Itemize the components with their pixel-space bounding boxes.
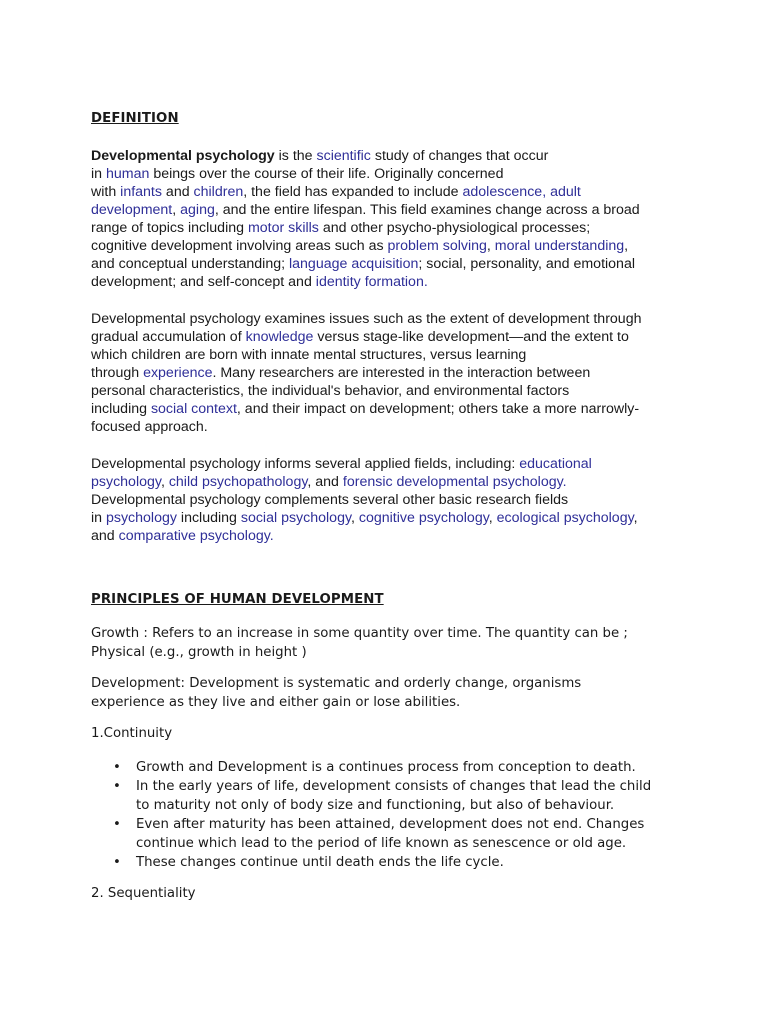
text-run: in (91, 166, 106, 182)
list-item (113, 815, 683, 853)
hyperlink[interactable]: adolescence (462, 184, 543, 200)
text-run: is the (274, 148, 317, 164)
text-run: Developmental psychology informs several applied fields, including: (91, 456, 520, 472)
text-run: with (91, 184, 121, 200)
definition-paragraph-2 (91, 310, 683, 436)
hyperlink[interactable]: psychology (105, 510, 177, 526)
hyperlink[interactable]: motor skills (247, 220, 319, 236)
text-run: ; social, personality, and emotional (418, 256, 635, 272)
hyperlink[interactable]: forensic developmental psychology (342, 474, 563, 490)
hyperlink[interactable]: knowledge (245, 329, 314, 345)
hyperlink[interactable]: infants (120, 184, 162, 200)
text-run: which children are born with innate mental structures, versus learning (91, 347, 527, 363)
text-run: beings over the course of their life. Originally concerned (149, 166, 504, 182)
text-run: , (351, 510, 359, 526)
development-definition: Development: Development is systematic and orderly change, organisms experience as they live and either gain or lose abilities. (91, 676, 582, 710)
text-run: , and the entire lifespan. This field examines change across a broad (214, 202, 640, 218)
text-run: Developmental psychology examines issues such as the extent of development through (91, 311, 642, 327)
bullet-icon: • (113, 779, 121, 794)
list-item-text: Growth and Development is a continues process from conception to death. (136, 760, 636, 775)
bullet-icon: • (113, 855, 121, 870)
list-item-text: Even after maturity has been attained, development does not end. Changes continue which lead to the period of life known as senescence or old age. (136, 817, 645, 851)
text-run: including (91, 401, 151, 417)
list-item (113, 758, 683, 777)
bullet-icon: • (113, 817, 121, 832)
hyperlink[interactable]: social psychology (240, 510, 351, 526)
list-item (113, 853, 683, 872)
hyperlink[interactable]: educational (519, 456, 592, 472)
list-item-text: In the early years of life, development consists of changes that lead the child to maturity not only of body size and functioning, but also of behaviour. (136, 779, 652, 813)
text-run: , and (307, 474, 343, 490)
document-body (91, 110, 683, 903)
text-run: and other psycho-physiological processes; (318, 220, 591, 236)
text-run: versus stage-like development—and the extent to (313, 329, 629, 345)
hyperlink[interactable]: comparative psychology (118, 528, 270, 544)
text-run: , (624, 238, 629, 254)
text-run: including (176, 510, 241, 526)
text-run: in (91, 510, 106, 526)
bold-term: Developmental psychology (91, 148, 275, 164)
text-run: , (160, 474, 169, 490)
hyperlink[interactable]: ecological psychology (496, 510, 634, 526)
text-run: personal characteristics, the individual's behavior, and environmental factors (91, 383, 570, 399)
definition-heading: DEFINITION (91, 111, 179, 126)
text-run: study of changes that occur (370, 148, 549, 164)
hyperlink[interactable]: . (269, 528, 274, 544)
text-run: through (91, 365, 144, 381)
text-run: cognitive development involving areas such as (91, 238, 388, 254)
text-run: gradual accumulation of (91, 329, 246, 345)
hyperlink[interactable]: cognitive psychology (358, 510, 489, 526)
text-run: , (486, 238, 495, 254)
continuity-bullet-list (91, 758, 683, 872)
text-run: development; and self-concept and (91, 274, 316, 290)
hyperlink[interactable]: language acquisition (289, 256, 419, 272)
hyperlink[interactable]: social context (150, 401, 237, 417)
hyperlink[interactable]: identity formation (315, 274, 424, 290)
text-run: , (172, 202, 181, 218)
hyperlink[interactable]: scientific (316, 148, 371, 164)
list-item-text: These changes continue until death ends the life cycle. (136, 855, 504, 870)
hyperlink[interactable]: human (105, 166, 150, 182)
text-run: Developmental psychology complements several other basic research fields (91, 492, 569, 508)
hyperlink[interactable]: . (562, 474, 567, 490)
text-run: and (91, 528, 119, 544)
list-item (113, 777, 683, 815)
text-run: and (161, 184, 194, 200)
text-run: focused approach. (91, 419, 208, 435)
definition-paragraph-3 (91, 455, 683, 545)
hyperlink[interactable]: adult (550, 184, 581, 200)
text-run: and conceptual understanding; (91, 256, 289, 272)
growth-definition: Growth : Refers to an increase in some quantity over time. The quantity can be ; Physical (e.g., growth in height ) (91, 626, 628, 660)
hyperlink[interactable]: child psychopathology (168, 474, 308, 490)
text-run: , and their impact on development; others take a more narrowly- (236, 401, 640, 417)
hyperlink[interactable]: psychology (91, 474, 161, 490)
principles-heading: PRINCIPLES OF HUMAN DEVELOPMENT (91, 592, 384, 607)
definition-paragraph-1-text (91, 148, 640, 290)
hyperlink[interactable]: moral understanding (494, 238, 625, 254)
sequentiality-title: 2. Sequentiality (91, 886, 196, 901)
hyperlink[interactable]: , (542, 184, 551, 200)
text-run: . Many researchers are interested in the interaction between (212, 365, 591, 381)
hyperlink[interactable]: aging (180, 202, 215, 218)
bullet-icon: • (113, 760, 121, 775)
hyperlink[interactable]: children (193, 184, 244, 200)
hyperlink[interactable]: experience (143, 365, 213, 381)
continuity-title: 1.Continuity (91, 726, 173, 741)
hyperlink[interactable]: . (423, 274, 428, 290)
definition-paragraph-3-text (91, 456, 638, 544)
text-run: , (633, 510, 638, 526)
text-run: , (488, 510, 497, 526)
hyperlink[interactable]: development (91, 202, 173, 218)
text-run: , the field has expanded to include (243, 184, 463, 200)
definition-paragraph-1 (91, 147, 683, 291)
definition-paragraph-2-text (91, 311, 641, 435)
text-run: range of topics including (91, 220, 248, 236)
hyperlink[interactable]: problem solving (387, 238, 487, 254)
